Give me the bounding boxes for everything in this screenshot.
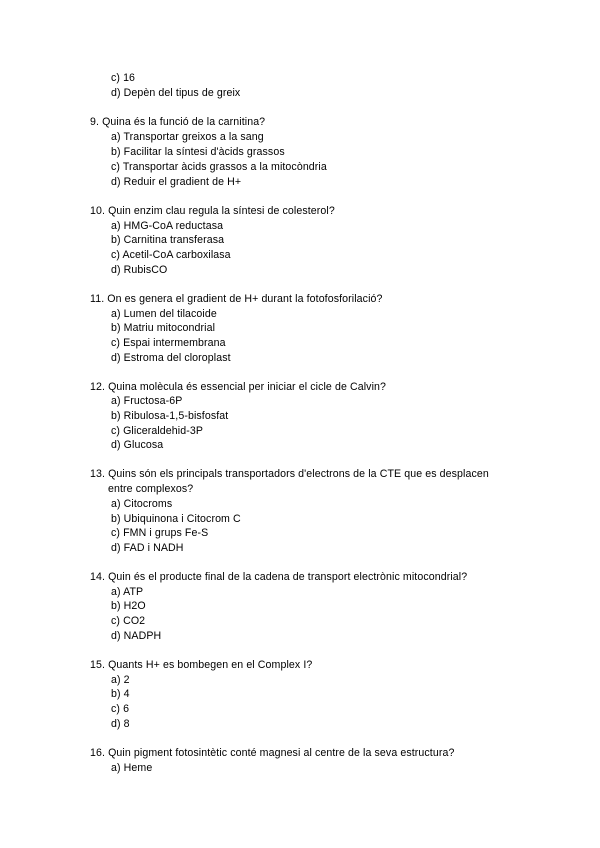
option-10b: b) Carnitina transferasa — [111, 234, 225, 246]
question-15-stem: 15. Quants H+ es bombegen en el Complex I? — [90, 659, 313, 671]
option-10c: c) Acetil-CoA carboxilasa — [111, 249, 231, 261]
option-8c: c) 16 — [111, 72, 136, 84]
option-9d: d) Reduir el gradient de H+ — [111, 176, 242, 188]
option-15a: a) 2 — [111, 674, 130, 686]
option-15c: c) 6 — [111, 703, 130, 715]
question-10-stem: 10. Quin enzim clau regula la síntesi de colesterol? — [90, 205, 335, 217]
option-12c: c) Gliceraldehid-3P — [111, 425, 203, 437]
option-10d: d) RubisCO — [111, 264, 168, 276]
option-13c: c) FMN i grups Fe-S — [111, 527, 209, 539]
option-12a: a) Fructosa-6P — [111, 395, 183, 407]
option-13d: d) FAD i NADH — [111, 542, 184, 554]
option-15d: d) 8 — [111, 718, 130, 730]
option-10a: a) HMG-CoA reductasa — [111, 220, 224, 232]
option-11b: b) Matriu mitocondrial — [111, 322, 216, 334]
question-12-stem: 12. Quina molècula és essencial per iniciar el cicle de Calvin? — [90, 381, 387, 393]
option-12b: b) Ribulosa-1,5-bisfosfat — [111, 410, 229, 422]
question-14-stem: 14. Quin és el producte final de la cadena de transport electrònic mitocondrial? — [90, 571, 468, 583]
option-11c: c) Espai intermembrana — [111, 337, 226, 349]
option-12d: d) Glucosa — [111, 439, 164, 451]
option-11d: d) Estroma del cloroplast — [111, 352, 231, 364]
option-16a: a) Heme — [111, 762, 153, 774]
question-9-stem: 9. Quina és la funció de la carnitina? — [90, 116, 266, 128]
option-14a: a) ATP — [111, 586, 144, 598]
option-11a: a) Lumen del tilacoide — [111, 308, 217, 320]
option-14c: c) CO2 — [111, 615, 146, 627]
option-9b: b) Facilitar la síntesi d'àcids grassos — [111, 146, 285, 158]
question-16-stem: 16. Quin pigment fotosintètic conté magnesi al centre de la seva estructura? — [90, 747, 455, 759]
option-15b: b) 4 — [111, 688, 130, 700]
option-8d: d) Depèn del tipus de greix — [111, 87, 241, 99]
option-9c: c) Transportar àcids grassos a la mitocòndria — [111, 161, 327, 173]
option-14d: d) NADPH — [111, 630, 162, 642]
question-13-stem-continued: entre complexos? — [108, 483, 194, 495]
option-13a: a) Citocroms — [111, 498, 173, 510]
question-13-stem: 13. Quins són els principals transportadors d'electrons de la CTE que es desplacen — [90, 468, 489, 480]
option-14b: b) H2O — [111, 600, 146, 612]
option-13b: b) Ubiquinona i Citocrom C — [111, 513, 241, 525]
option-9a: a) Transportar greixos a la sang — [111, 131, 264, 143]
question-11-stem: 11. On es genera el gradient de H+ durant la fotofosforilació? — [90, 293, 383, 305]
